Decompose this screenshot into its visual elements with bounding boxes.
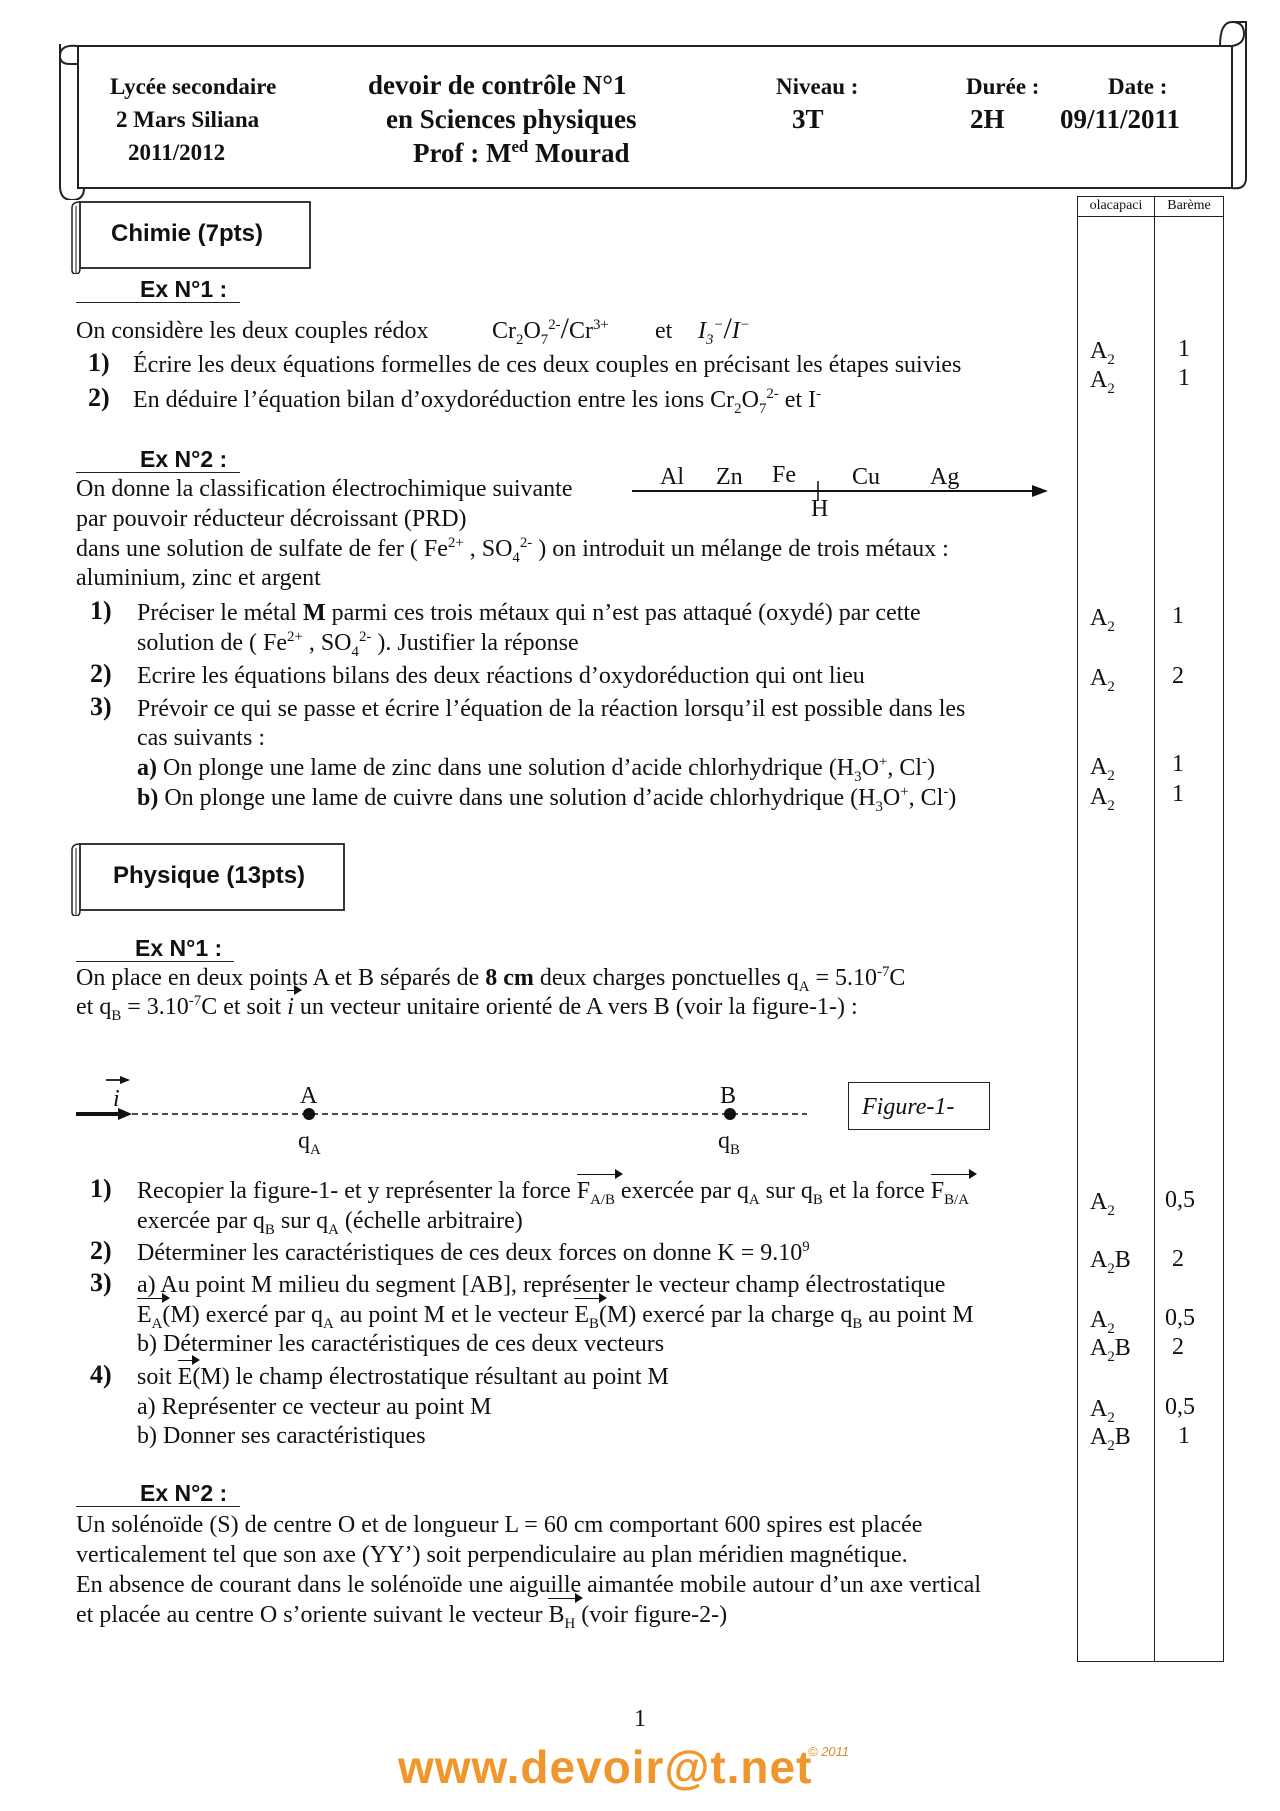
chimie-ex2-underline [76,472,240,473]
pq3b3: (M) exercé par la charge [598,1302,835,1328]
site-watermark: www.devoir@t.net [398,1741,813,1793]
pq1e: exercée par [137,1208,247,1234]
pq1c: sur [765,1178,795,1204]
chimie-ex2-line3a: dans une solution de sulfate de fer ( [76,536,418,562]
grading-pts: 1 [1172,781,1184,807]
duree-label: Durée : [966,74,1040,99]
school-year: 2011/2012 [128,140,226,165]
niveau-value: 3T [792,104,824,134]
pq1a: Recopier la figure-1- et y représenter la force [137,1178,571,1204]
physique-ex2-line3: En absence de courant dans le solénoïde une aiguille aimantée mobile autour d’un axe vertical [76,1572,981,1598]
pq3b2: au point M et le vecteur [339,1302,569,1328]
grading-cap: $A_2B$ [1090,1335,1131,1365]
grading-cap: $A_2$ [1090,754,1115,784]
chimie-ex1-q2-number: 2) [88,383,110,412]
chimie-ex2-q1 [137,598,921,628]
q1c: solution de ( [137,630,257,656]
physique-ex2-line4 [76,1600,727,1630]
chimie-ex2-line4: aluminium, zinc et argent [76,565,321,591]
chimie-title: Chimie (7pts) [111,220,264,247]
pq3b1: (M) exercé par [162,1302,305,1328]
qb-text: On plonge une lame de cuivre dans une solution d’acide chlorhydrique [164,785,845,811]
figure-charge-qb: $q_B$ [718,1128,740,1158]
chimie-ex2-line1: On donne la classification électrochimique suivante [76,476,573,502]
grading-cap: $A_2B$ [1090,1424,1131,1454]
chimie-ex2-q3-number: 3) [90,692,112,721]
scale-metal-zn: Zn [716,464,743,490]
physique-ex1-q3: a) Au point M milieu du segment [AB], représenter le vecteur champ électrostatique [137,1272,946,1298]
chimie-ex2-q1-cont: solution de ( $Fe^{2+}$ , $SO_4^{2-}$ ). Justifier la réponse [137,629,579,660]
physique-ex1-q3b: b) Déterminer les caractéristiques de ces deux vecteurs [137,1331,665,1357]
l1b: 8 cm [485,965,534,991]
l1c: deux charges ponctuelles [539,965,781,991]
grading-cap: $A_2$ [1090,1307,1115,1337]
physique-ex1-line2: et $q_B = 3.10^{-7}C$ et soit i un vecteur unitaire orienté de A vers B (voir la figure-1-) : [76,993,858,1024]
exam-subject: en Sciences physiques [386,104,637,134]
exam-title: devoir de contrôle N°1 [368,70,627,100]
physique-ex1-q4 [137,1362,669,1392]
physique-ex1-underline [76,961,234,962]
chimie-ex2-q2-number: 2) [90,659,112,688]
grading-cap: $A_2$ [1090,784,1115,814]
pq1d: et la force [828,1178,925,1204]
grading-pts: 0,5 [1165,1394,1195,1420]
vector-bh: $B_H$ [548,1602,576,1632]
physique-ex1-line1: On place en deux points A et B séparés de 8 cm deux charges ponctuelles $q_A = 5.10^{-7}C$ [76,964,906,995]
grading-cap: $A_2B$ [1090,1247,1131,1277]
physique-ex1-q2 [137,1238,810,1268]
chimie-ex2-line3: dans une solution de sulfate de fer ( $Fe^{2+}$ , $SO_4^{2-}$ ) on introduit un mélange de trois métaux : [76,535,949,566]
grading-cap: $A_2$ [1090,367,1115,397]
chimie-ex1-label: Ex N°1 : [140,276,228,302]
physique-ex1-q4-number: 4) [90,1360,112,1389]
physique-ex1-label: Ex N°1 : [135,935,223,961]
pq4a: soit [137,1364,172,1390]
physique-ex1-q1: Recopier la figure-1- et y représenter la force $F_{A/B}$ exercée par $q_A$ sur $q_B$ et la force $F_{B/A}$ [137,1178,969,1208]
chimie-ex2-q2: Ecrire les équations bilans des deux réactions d’oxydoréduction qui ont lieu [137,663,865,689]
q1a: Préciser le métal [137,600,297,626]
grading-pts: 1 [1178,336,1190,362]
site-watermark-year: © 2011 [808,1744,850,1759]
chimie-ex2-line2: par pouvoir réducteur décroissant (PRD) [76,506,467,532]
physique-ex1-q3-cont: $E_A(M)$ exercé par $q_A$ au point M et le vecteur $E_B(M)$ exercé par la charge $q_B$ au point M [137,1302,974,1332]
l2c: un vecteur unitaire orienté de A vers B (voir la figure-1-) : [299,994,858,1020]
vector-e: E [177,1364,193,1390]
q1d: ). Justifier la réponse [377,630,579,656]
physique-ex1-q2-number: 2) [90,1236,112,1265]
grading-pts: 2 [1172,1246,1184,1272]
chimie-ex2-label: Ex N°2 : [140,446,228,472]
grading-pts: 0,5 [1165,1305,1195,1331]
pq2sup: 9 [802,1239,810,1255]
vector-fab: $F_{A/B}$ [576,1178,615,1208]
physique-ex2-label: Ex N°2 : [140,1480,228,1506]
physique-ex1-q4b: b) Donner ses caractéristiques [137,1423,426,1449]
grading-pts: 0,5 [1165,1187,1195,1213]
pq3b4: au point M [868,1302,974,1328]
pq2a: Déterminer les caractéristiques de ces deux forces on donne K = 9.10 [137,1240,803,1266]
prof-sup: ed [511,137,529,156]
grading-pts: 1 [1178,1423,1190,1449]
prof-name: Mourad [528,138,630,168]
grading-pts: 2 [1172,1334,1184,1360]
grading-cap: $A_2$ [1090,665,1115,695]
chimie-ex2-qb: b) On plonge une lame de cuivre dans une solution d’acide chlorhydrique ($H_3O^+$, Cl-) [137,784,957,815]
grading-pts: 1 [1172,603,1184,629]
vector-fba: $F_{B/A}$ [930,1178,969,1208]
physique-ex1-q4a: a) Représenter ce vecteur au point M [137,1394,492,1420]
pq1f: (échelle arbitraire) [344,1208,523,1234]
scale-metal-al: Al [660,464,684,490]
grading-col2-header: Barème [1167,198,1211,213]
niveau-label: Niveau : [776,74,859,99]
chimie-ex2-q1-number: 1) [90,596,112,625]
chimie-ex1-q1: Écrire les deux équations formelles de ces deux couples en précisant les étapes suivies [133,352,962,378]
scale-metal-ag: Ag [930,464,960,490]
q1m: M [302,600,326,626]
vector-eb: $E_B$ [574,1302,599,1332]
physique-ex2-line1: Un solénoïde (S) de centre O et de longueur L = 60 cm comportant 600 spires est placée [76,1512,923,1538]
l2a: et [76,994,94,1020]
redox-couple-1: $Cr_2O_7^{2-}/Cr^{3+}$ [492,312,609,348]
grading-pts: 1 [1172,751,1184,777]
pl4b: (voir figure-2-) [581,1602,728,1628]
scale-hydrogen: H [811,496,829,522]
chimie-ex2-q3-cont: cas suivants : [137,725,265,751]
chimie-ex1-intro: On considère les deux couples rédox [76,318,429,344]
chimie-ex1-q2: En déduire l’équation bilan d’oxydoréduction entre les ions $Cr_2O_7^{2-}$ et I- [133,386,822,417]
pq1b: exercée par [620,1178,731,1204]
scale-metal-cu: Cu [852,464,881,490]
grading-pts: 2 [1172,663,1184,689]
chimie-ex2-line3b: ) on introduit un mélange de trois métaux : [538,536,949,562]
scale-metal-fe: Fe [772,462,796,488]
physique-ex2-line2: verticalement tel que son axe (YY’) soit perpendiculaire au plan méridien magnétique. [76,1542,908,1568]
grading-cap: $A_2$ [1090,605,1115,635]
figure-point-a: A [300,1083,318,1109]
page-number: 1 [634,1706,646,1732]
chimie-ex2-qa: a) On plonge une lame de zinc dans une solution d’acide chlorhydrique ($H_3O^+$, Cl-) [137,754,935,785]
chimie-ex1-underline [76,302,240,303]
q1b: parmi ces trois métaux qui n’est pas attaqué (oxydé) par cette [331,600,921,626]
physique-title: Physique (13pts) [113,862,306,889]
grading-cap: $A_2$ [1090,1189,1115,1219]
l2b: et soit [223,994,282,1020]
reduction-scale-arrow [630,478,1050,508]
figure-point-b: B [720,1083,737,1109]
school-name: Lycée secondaire [110,74,277,99]
vector-i: i [287,994,294,1020]
redox-couple-sep: et [655,318,673,344]
duree-value: 2H [970,104,1005,134]
redox-couple-2: $I_3^-/I^-$ [698,312,750,348]
chimie-ex2-q3: Prévoir ce qui se passe et écrire l’équation de la réaction lorsqu’il est possible dans les [137,696,966,722]
figure-charge-qa: $q_A$ [298,1128,321,1158]
l1a: On place en deux points A et B séparés de [76,965,480,991]
figure-1-caption: Figure-1- [862,1094,955,1120]
grading-cap: $A_2$ [1090,338,1115,368]
grading-pts: 1 [1178,365,1190,391]
physique-ex2-underline [76,1506,240,1507]
pq4b: (M) le champ électrostatique résultant au point M [192,1364,669,1390]
chimie-ex1-q2-text: En déduire l’équation bilan d’oxydoréduction entre les ions [133,387,705,413]
exam-prof [413,136,629,170]
date-label: Date : [1108,74,1168,99]
figure-1-diagram [72,1068,812,1138]
grading-cap: $A_2$ [1090,1396,1115,1426]
vector-ea: $E_A$ [137,1302,163,1332]
figure-vector-i: i [113,1086,120,1112]
pl4a: et placée au centre O s’oriente suivant le vecteur [76,1602,543,1628]
school-city: 2 Mars Siliana [116,107,260,132]
grading-col-divider [1154,196,1155,1662]
date-value: 09/11/2011 [1060,104,1181,134]
qa-text: On plonge une lame de zinc dans une solution d’acide chlorhydrique [163,755,823,781]
physique-ex1-q1-cont: exercée par $q_B$ sur $q_A$ (échelle arbitraire) [137,1208,523,1238]
physique-ex1-q1-number: 1) [90,1174,112,1203]
physique-ex1-q3-number: 3) [90,1268,112,1297]
grading-col1-header: olacapaci [1089,198,1143,213]
prof-prefix: Prof : M [413,138,512,168]
chimie-ex1-q1-number: 1) [88,348,110,377]
